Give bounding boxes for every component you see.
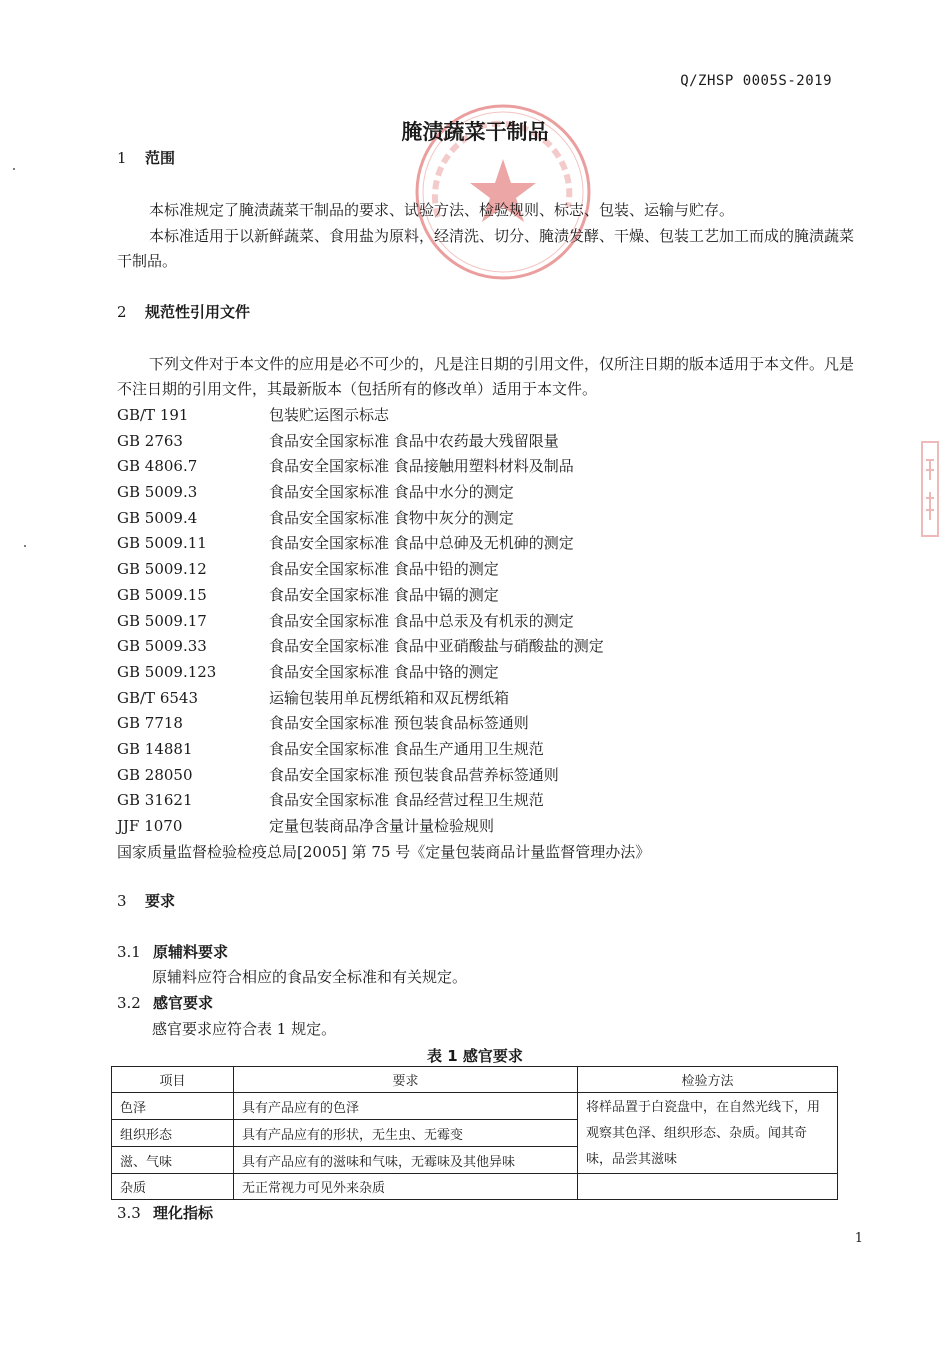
subsection-number: 3.1 <box>117 943 141 961</box>
reference-row <box>117 686 857 712</box>
reference-row <box>117 403 857 429</box>
reference-name: 食品安全国家标准 食品经营过程卫生规范 <box>269 791 544 810</box>
section-number: 1 <box>117 149 127 167</box>
reference-code: GB 5009.33 <box>117 637 207 656</box>
reference-name: 食品安全国家标准 食品中总汞及有机汞的测定 <box>269 611 574 630</box>
reference-row <box>117 634 857 660</box>
document-title: 腌渍蔬菜干制品 <box>401 120 549 144</box>
row-requirement: 具有产品应有的滋味和气味，无霉味及其他异味 <box>234 1147 578 1174</box>
reference-row <box>117 814 857 840</box>
section-title: 要求 <box>145 892 176 910</box>
row-requirement: 具有产品应有的色泽 <box>234 1093 578 1120</box>
reference-name: 食品安全国家标准 食品中亚硝酸盐与硝酸盐的测定 <box>269 637 604 656</box>
reference-name: 食品安全国家标准 食品中镉的测定 <box>269 585 499 604</box>
row-item: 杂质 <box>112 1174 234 1200</box>
reference-code: GB 5009.17 <box>117 611 207 630</box>
reference-list <box>117 403 857 865</box>
reference-name: 食品安全国家标准 预包装食品标签通则 <box>269 714 529 733</box>
references-intro <box>117 352 857 401</box>
reference-name: 食品安全国家标准 食物中灰分的测定 <box>269 508 514 527</box>
row-item: 滋、气味 <box>112 1147 234 1174</box>
sensory-requirements-table <box>111 1066 838 1200</box>
subsection-3-2 <box>117 992 213 1013</box>
empty-cell <box>578 1174 838 1200</box>
reference-row <box>117 454 857 480</box>
reference-name: 定量包装商品净含量计量检验规则 <box>269 817 495 835</box>
reference-name: 运输包装用单瓦楞纸箱和双瓦楞纸箱 <box>269 688 510 707</box>
section-3-heading <box>117 890 175 911</box>
column-header-requirement: 要求 <box>234 1067 578 1093</box>
subsection-title: 理化指标 <box>153 1204 214 1222</box>
section-number: 3 <box>117 892 127 910</box>
reference-row <box>117 660 857 686</box>
references-intro-text: 下列文件对于本文件的应用是必不可少的，凡是注日期的引用文件，仅所注日期的版本适用于本文件。凡是不注日期的引用文件，其最新版本（包括所有的修改单）适用于本文件。 <box>117 355 855 398</box>
section-title: 规范性引用文件 <box>145 303 251 321</box>
scope-text-2: 本标准适用于以新鲜蔬菜、食用盐为原料，经清洗、切分、腌渍发酵、干燥、包装工艺加工而成的腌渍蔬菜干制品。 <box>117 227 855 270</box>
subsection-3-2-text: 感官要求应符合表 1 规定。 <box>152 1020 337 1038</box>
reference-code: GB 5009.4 <box>117 508 198 527</box>
reference-row <box>117 557 857 583</box>
reference-code: GB 5009.11 <box>117 534 207 553</box>
inspection-method-cell: 将样品置于白瓷盘中，在自然光线下，用观察其色泽、组织形态、杂质。闻其奇味，品尝其滋味 <box>578 1093 838 1174</box>
subsection-3-3 <box>117 1202 213 1223</box>
subsection-title: 感官要求 <box>153 994 214 1012</box>
subsection-3-1-text: 原辅料应符合相应的食品安全标准和有关规定。 <box>152 968 468 986</box>
scope-text-1: 本标准规定了腌渍蔬菜干制品的要求、试验方法、检验规则、标志、包装、运输与贮存。 <box>149 201 735 219</box>
reference-code: GB 2763 <box>117 431 183 450</box>
reference-code: GB/T 191 <box>117 406 189 424</box>
reference-row <box>117 763 857 789</box>
reference-row <box>117 506 857 532</box>
table-row <box>112 1174 838 1200</box>
section-number: 2 <box>117 303 127 321</box>
row-item: 组织形态 <box>112 1120 234 1147</box>
table-header-row <box>112 1067 838 1093</box>
reference-name: 食品安全国家标准 食品中水分的测定 <box>269 483 514 502</box>
reference-code: GB 5009.15 <box>117 585 207 604</box>
table-row <box>112 1093 838 1120</box>
row-requirement: 无正常视力可见外来杂质 <box>234 1174 578 1200</box>
reference-code: GB 5009.12 <box>117 560 207 579</box>
reference-code: GB 5009.123 <box>117 662 217 681</box>
reference-row <box>117 531 857 557</box>
reference-row <box>117 480 857 506</box>
subsection-number: 3.3 <box>117 1204 141 1222</box>
edge-seal-mark <box>920 440 940 538</box>
reference-row <box>117 583 857 609</box>
reference-code: GB 31621 <box>117 791 193 810</box>
reference-regulation: 国家质量监督检验检疫总局[2005] 第 75 号《定量包装商品计量监督管理办法》 <box>117 842 651 861</box>
reference-code: GB 14881 <box>117 739 193 758</box>
column-header-method: 检验方法 <box>578 1067 838 1093</box>
reference-row <box>117 609 857 635</box>
reference-name: 食品安全国家标准 预包装食品营养标签通则 <box>269 765 559 784</box>
reference-code: GB 5009.3 <box>117 483 198 502</box>
section-title: 范围 <box>145 149 176 167</box>
row-item: 色泽 <box>112 1093 234 1120</box>
reference-name: 食品安全国家标准 食品生产通用卫生规范 <box>269 739 544 758</box>
section-1-heading <box>117 147 175 168</box>
subsection-3-1 <box>117 941 228 962</box>
reference-code: GB 4806.7 <box>117 457 198 476</box>
scan-speck <box>13 168 15 170</box>
reference-row <box>117 788 857 814</box>
reference-row <box>117 711 857 737</box>
row-requirement: 具有产品应有的形状，无生虫、无霉变 <box>234 1120 578 1147</box>
column-header-item: 项目 <box>112 1067 234 1093</box>
standard-code: Q/ZHSP 0005S-2019 <box>680 73 832 89</box>
reference-code: GB 28050 <box>117 765 193 784</box>
reference-code: GB/T 6543 <box>117 688 199 707</box>
reference-code: GB 7718 <box>117 714 183 733</box>
reference-code: JJF 1070 <box>117 817 183 835</box>
reference-name: 食品安全国家标准 食品接触用塑料材料及制品 <box>269 457 574 476</box>
scan-speck <box>24 545 26 547</box>
section-2-heading <box>117 301 250 322</box>
scope-paragraph-2 <box>117 224 857 273</box>
subsection-number: 3.2 <box>117 994 141 1012</box>
scope-paragraph-1 <box>117 198 857 223</box>
reference-name: 包装贮运图示标志 <box>269 406 390 424</box>
reference-name: 食品安全国家标准 食品中铅的测定 <box>269 560 499 579</box>
reference-name: 食品安全国家标准 食品中农药最大残留限量 <box>269 431 559 450</box>
reference-name: 食品安全国家标准 食品中铬的测定 <box>269 662 499 681</box>
page-number: 1 <box>854 1231 863 1246</box>
reference-row <box>117 737 857 763</box>
table-1-caption: 表 1 感官要求 <box>427 1047 523 1065</box>
reference-row <box>117 429 857 455</box>
subsection-title: 原辅料要求 <box>153 943 229 961</box>
reference-name: 食品安全国家标准 食品中总砷及无机砷的测定 <box>269 534 574 553</box>
